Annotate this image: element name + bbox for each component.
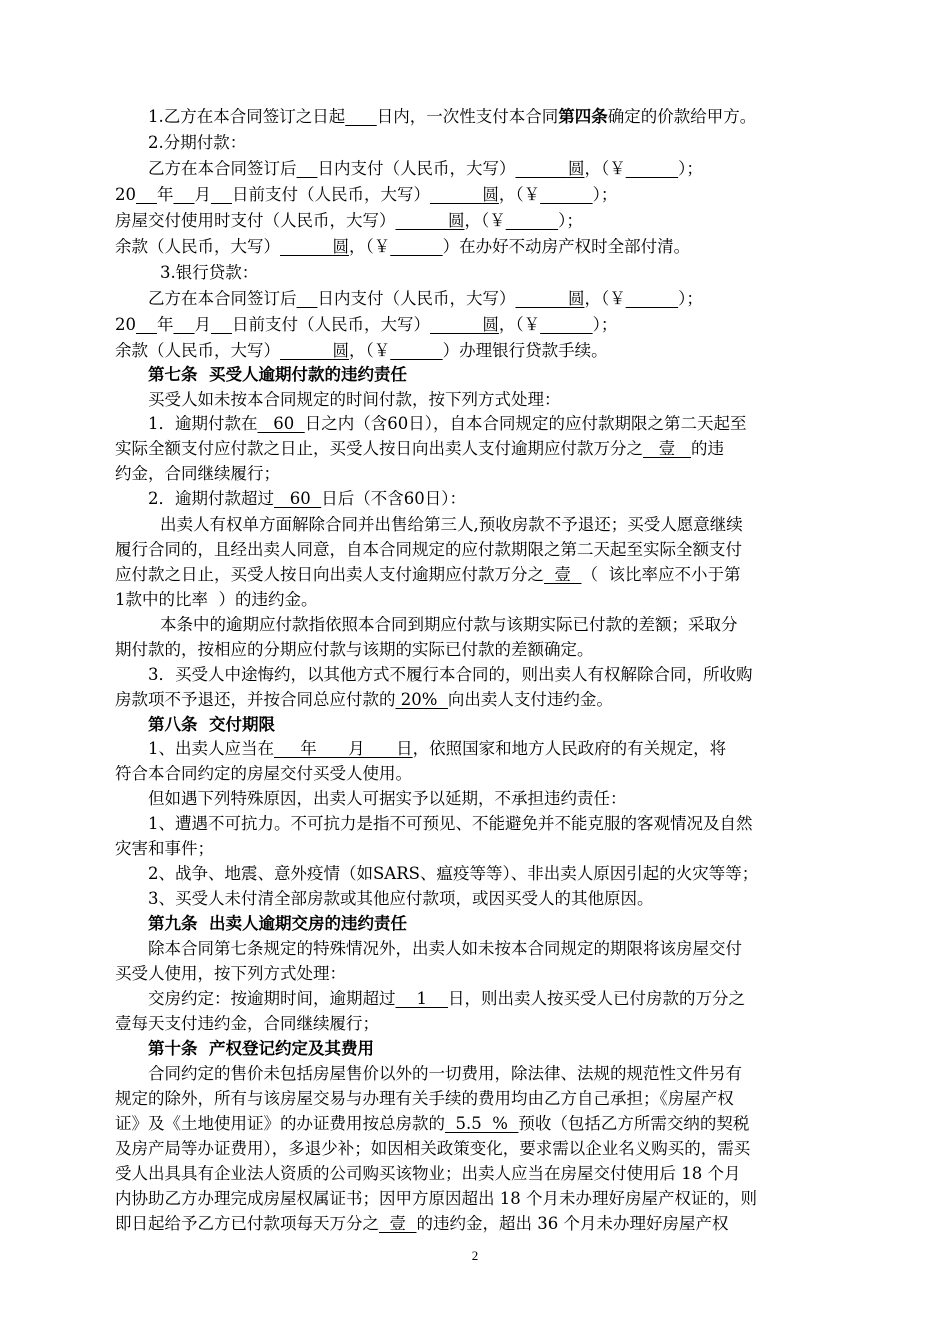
- text-line: [148, 887, 654, 911]
- fill-in-blank: 1: [395, 989, 448, 1008]
- text-segment: 年: [156, 185, 174, 204]
- text-segment: 1、遭遇不可抗力。不可抗力是指不可预见、不能避免并不能克服的客观情况及自然: [148, 814, 753, 833]
- text-segment: 1款中的比率 ）的违约金。: [115, 590, 318, 609]
- text-segment: 第七条 买受人逾期付款的违约责任: [148, 365, 407, 384]
- fill-in-blank: [136, 185, 157, 204]
- text-segment: 20: [115, 185, 136, 204]
- text-line: [115, 339, 608, 363]
- text-line: [115, 437, 724, 461]
- text-segment: ，（￥: [584, 289, 626, 308]
- text-segment: 约金，合同继续履行；: [115, 464, 280, 483]
- fill-in-blank: [297, 159, 318, 178]
- text-line: [115, 209, 583, 233]
- fill-in-blank: [297, 289, 318, 308]
- fill-in-blank: 60: [257, 414, 305, 433]
- text-line: [148, 812, 753, 836]
- text-segment: 2、战争、地震、意外疫情（如SARS、瘟疫等等）、非出卖人原因引起的火灾等等；: [148, 864, 759, 883]
- text-segment: 及房产局等办证费用），多退少补；如因相关政策变化，要求需以企业名义购买的，需买: [115, 1139, 751, 1158]
- text-segment: 1．逾期付款在: [148, 414, 258, 433]
- fill-in-blank: 20%: [395, 690, 448, 709]
- text-segment: 日内，一次性支付本合同: [376, 107, 559, 126]
- text-segment: （ 该比率应不小于第: [581, 565, 741, 584]
- text-segment: 日前支付（人民币，大写）: [231, 315, 430, 334]
- text-line: [148, 862, 758, 886]
- text-segment: ）办理银行贷款手续。: [442, 341, 608, 360]
- text-segment: ）在办好不动房产权时全部付清。: [442, 237, 691, 256]
- fill-in-blank: [626, 289, 678, 308]
- text-segment: 第十条 产权登记约定及其费用: [148, 1039, 374, 1058]
- fill-in-blank: [390, 341, 442, 360]
- text-segment: 除本合同第七条规定的特殊情况外，出卖人如未按本合同规定的期限将该房屋交付: [148, 939, 742, 958]
- text-segment: 年: [156, 315, 174, 334]
- text-segment: ，（￥: [498, 185, 541, 204]
- text-segment: 3．买受人中途悔约，以其他方式不履行本合同的，则出卖人有权解除合同，所收购: [148, 665, 753, 684]
- text-segment: 出卖人有权单方面解除合同并出售给第三人,预收房款不予退还；买受人愿意继续: [160, 515, 743, 534]
- text-line: [115, 313, 617, 337]
- fill-in-blank: 60: [274, 489, 322, 508]
- text-line: [115, 235, 690, 259]
- text-line: [160, 513, 743, 537]
- text-line: [115, 462, 280, 486]
- fill-in-blank: 年 月 日: [274, 739, 413, 758]
- text-segment: ）；: [678, 159, 703, 178]
- text-line: [148, 737, 726, 761]
- text-line: [115, 1137, 750, 1161]
- text-line: [148, 131, 246, 155]
- text-line: [148, 105, 756, 129]
- fill-in-blank: [390, 237, 442, 256]
- text-line: [115, 563, 740, 587]
- text-segment: 第九条 出卖人逾期交房的违约责任: [148, 914, 407, 933]
- text-segment: 1.乙方在本合同签订之日起: [148, 107, 346, 126]
- fill-in-blank: [515, 159, 567, 178]
- text-segment: ）；: [592, 315, 618, 334]
- fill-in-blank: [173, 315, 194, 334]
- text-segment: 期付款的，按相应的分期应付款与该期的实际已付款的差额确定。: [115, 640, 594, 659]
- text-line: [115, 183, 617, 207]
- text-segment: 内协助乙方办理完成房屋权属证书；因甲方原因超出 18 个月未办理好房屋产权证的，则: [115, 1189, 757, 1208]
- text-segment: 合同约定的售价未包括房屋售价以外的一切费用，除法律、法规的规范性文件另有: [148, 1064, 742, 1083]
- text-segment: 乙方在本合同签订后: [148, 289, 297, 308]
- text-line: [115, 1212, 728, 1236]
- fill-in-blank: 壹: [544, 565, 582, 584]
- text-segment: 2．逾期付款超过: [148, 489, 274, 508]
- text-line: [115, 962, 346, 986]
- text-segment: 确定的价款给甲方。: [607, 107, 757, 126]
- text-segment: 2.分期付款：: [148, 133, 247, 152]
- text-segment: 1、出卖人应当在: [148, 739, 274, 758]
- section-heading: [148, 912, 407, 936]
- text-segment: 月: [194, 185, 211, 204]
- fill-in-blank: 圆: [567, 289, 585, 308]
- text-segment: ）；: [592, 185, 618, 204]
- fill-in-blank: [136, 315, 157, 334]
- text-segment: 的违约金，超出 36 个月未办理好房屋产权: [416, 1214, 729, 1233]
- fill-in-blank: [506, 211, 558, 230]
- fill-in-blank: [540, 185, 592, 204]
- text-segment: 履行合同的，且经出卖人同意，自本合同规定的应付款期限之第二天起至实际全额支付: [115, 540, 742, 559]
- text-segment: 的违: [690, 439, 724, 458]
- fill-in-blank: [626, 159, 678, 178]
- text-line: [160, 613, 738, 637]
- text-segment: ，（￥: [348, 341, 391, 360]
- text-segment: 第四条: [558, 107, 608, 126]
- text-segment: 日，则出卖人按买受人已付房款的万分之: [447, 989, 745, 1008]
- text-segment: 本条中的逾期应付款指依照本合同到期应付款与该期实际已付款的差额；采取分: [160, 615, 738, 634]
- text-line: [115, 688, 613, 712]
- text-line: [115, 1187, 757, 1211]
- text-segment: 受人出具具有企业法人资质的公司购买该物业；出卖人应当在房屋交付使用后 18 个月: [115, 1164, 741, 1183]
- fill-in-blank: [540, 315, 592, 334]
- text-segment: 壹每天支付违约金，合同继续履行；: [115, 1014, 379, 1033]
- text-segment: ）；: [678, 289, 703, 308]
- fill-in-blank: [515, 289, 567, 308]
- text-line: [148, 663, 753, 687]
- fill-in-blank: [396, 211, 448, 230]
- text-line: [160, 261, 258, 285]
- text-segment: 乙方在本合同签订后: [148, 159, 297, 178]
- text-segment: 日内支付（人民币，大写）: [317, 289, 516, 308]
- text-line: [115, 1112, 749, 1136]
- text-segment: ）；: [558, 211, 583, 230]
- text-segment: ，（￥: [584, 159, 626, 178]
- section-heading: [148, 713, 275, 737]
- fill-in-blank: 圆: [332, 237, 349, 256]
- fill-in-blank: 圆: [332, 341, 349, 360]
- text-segment: 预收（包括乙方所需交纳的契税: [518, 1114, 750, 1133]
- text-segment: 实际全额支付应付款之日止，买受人按日向出卖人支付逾期应付款万分之: [115, 439, 643, 458]
- text-line: [115, 837, 214, 861]
- text-line: [148, 157, 703, 181]
- text-segment: 日之内（含60日），自本合同规定的应付款期限之第二天起至: [304, 414, 747, 433]
- text-line: [148, 287, 703, 311]
- text-segment: ，（￥: [348, 237, 391, 256]
- text-segment: ，（￥: [498, 315, 541, 334]
- fill-in-blank: [280, 341, 332, 360]
- fill-in-blank: [173, 185, 194, 204]
- text-line: [115, 588, 318, 612]
- text-segment: 日内支付（人民币，大写）: [317, 159, 516, 178]
- text-segment: 房屋交付使用时支付（人民币，大写）: [115, 211, 396, 230]
- text-segment: 20: [115, 315, 136, 334]
- text-segment: 即日起给予乙方已付款项每天万分之: [115, 1214, 379, 1233]
- text-segment: 交房约定：按逾期时间，逾期超过: [148, 989, 396, 1008]
- text-segment: 买受人如未按本合同规定的时间付款，按下列方式处理：: [148, 390, 561, 409]
- fill-in-blank: 壹: [379, 1214, 417, 1233]
- fill-in-blank: [430, 315, 482, 334]
- section-heading: [148, 1037, 374, 1061]
- fill-in-blank: [211, 315, 232, 334]
- fill-in-blank: [430, 185, 482, 204]
- fill-in-blank: 圆: [567, 159, 585, 178]
- text-segment: 灾害和事件；: [115, 839, 214, 858]
- text-segment: 规定的除外，所有与该房屋交易与办理有关手续的费用均由乙方自己承担；《房屋产权: [115, 1089, 734, 1108]
- text-segment: 应付款之日止，买受人按日向出卖人支付逾期应付款万分之: [115, 565, 544, 584]
- fill-in-blank: 5.5 %: [445, 1114, 519, 1133]
- text-line: [115, 1012, 379, 1036]
- text-line: [115, 1087, 734, 1111]
- text-segment: 3、买受人未付清全部房款或其他应付款项，或因买受人的其他原因。: [148, 889, 654, 908]
- text-segment: 房款项不予退还，并按合同总应付款的: [115, 690, 396, 709]
- fill-in-blank: 圆: [482, 315, 499, 334]
- text-line: [115, 538, 742, 562]
- text-segment: ，（￥: [464, 211, 506, 230]
- text-line: [115, 762, 412, 786]
- text-segment: 月: [194, 315, 211, 334]
- text-line: [148, 787, 627, 811]
- text-line: [148, 937, 742, 961]
- fill-in-blank: [211, 185, 232, 204]
- text-segment: 日后（不含60日）：: [321, 489, 466, 508]
- text-segment: 买受人使用，按下列方式处理：: [115, 964, 346, 983]
- fill-in-blank: 圆: [447, 211, 465, 230]
- text-line: [148, 388, 561, 412]
- text-line: [115, 1162, 741, 1186]
- text-segment: 3.银行贷款：: [160, 263, 259, 282]
- text-segment: ，依照国家和地方人民政府的有关规定，将: [412, 739, 727, 758]
- text-line: [148, 987, 745, 1011]
- text-segment: 证》及《土地使用证》的办证费用按总房款的: [115, 1114, 445, 1133]
- section-heading: [148, 363, 407, 387]
- text-segment: 第八条 交付期限: [148, 715, 275, 734]
- fill-in-blank: [280, 237, 332, 256]
- text-segment: 符合本合同约定的房屋交付买受人使用。: [115, 764, 412, 783]
- fill-in-blank: 圆: [482, 185, 499, 204]
- text-line: [148, 412, 746, 436]
- fill-in-blank: [345, 107, 376, 126]
- text-segment: 日前支付（人民币，大写）: [231, 185, 430, 204]
- text-line: [148, 1062, 742, 1086]
- text-segment: 向出卖人支付违约金。: [447, 690, 613, 709]
- text-segment: 余款（人民币，大写）: [115, 237, 280, 256]
- text-segment: 余款（人民币，大写）: [115, 341, 280, 360]
- text-segment: 但如遇下列特殊原因，出卖人可据实予以延期，不承担违约责任：: [148, 789, 627, 808]
- page-number: 2: [471, 1248, 479, 1263]
- fill-in-blank: 壹: [643, 439, 691, 458]
- text-line: [148, 487, 466, 511]
- text-line: [115, 638, 594, 662]
